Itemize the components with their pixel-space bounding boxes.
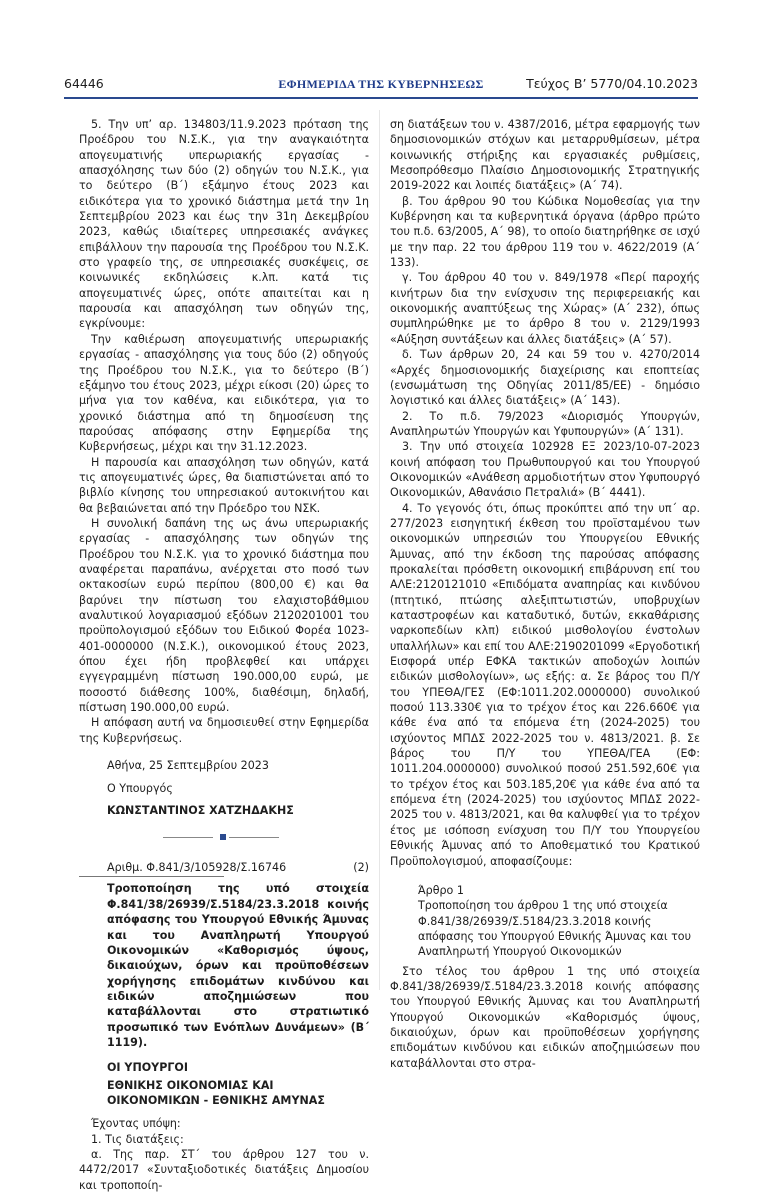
signer-name: ΚΩΝΣΤΑΝΤΙΝΟΣ ΧΑΤΖΗΔΑΚΗΣ [107, 803, 294, 817]
reference-underline [79, 876, 224, 877]
ministries-heading: ΕΘΝΙΚΗΣ ΟΙΚΟΝΟΜΙΑΣ ΚΑΙ ΟΙΚΟΝΟΜΙΚΩΝ - ΕΘΝΙΚΗΣ ΑΜΥΝΑΣ [107, 1078, 325, 1107]
reference-number: Αριθμ. Φ.841/3/105928/Σ.16746 [107, 861, 287, 875]
divider-square-icon [220, 834, 226, 840]
paragraph: β. Του άρθρου 90 του Κώδικα Νομοθεσίας για την Κυβέρνηση και τα κυβερνητικά όργανα (άρθρο πρώτο του π.δ. 63/2005, Α΄ 98), το οποίο διατηρήθηκε σε ισχύ με την παρ. 22 του άρθρου 119 του ν. 4622/2019 (Α΄ 133). [390, 194, 700, 270]
header-rule [64, 97, 698, 99]
paragraph: δ. Των άρθρων 20, 24 και 59 του ν. 4270/2014 «Αρχές δημοσιονομικής διαχείρισης και εποπτείας (ενσωμάτωση της Οδηγίας 2011/85/ΕΕ) - δημόσιο λογιστικό και άλλες διατάξεις» (Α΄ 143). [390, 348, 700, 408]
paragraph: 3. Την υπό στοιχεία 102928 ΕΞ 2023/10-07-2023 κοινή απόφαση του Πρωθυπουργού και του Υπουργού Οικονομικών «Ανάθεση αρμοδιοτήτων στον Υφυπουργό Οικονομικών, Αθανάσιο Πετραλιά» (Β΄ 4441). [390, 440, 700, 500]
column-divider [379, 110, 380, 990]
paragraph: γ. Του άρθρου 40 του ν. 849/1978 «Περί παροχής κινήτρων δια την ενίσχυσιν της περιφερειακής και οικονομικής αναπτύξεως της Χώρας» (Α΄ 232), όπως συμπληρώθηκε με το άρθρο 8 του ν. 2129/1993 «Αύξηση συντάξεων και άλλες διατάξεις» (Α΄ 57). [390, 271, 700, 346]
paragraph: 2. Το π.δ. 79/2023 «Διορισμός Υπουργών, Αναπληρωτών Υπουργών και Υφυπουργών» (Α΄ 131). [390, 409, 700, 438]
gazette-title: ΕΦΗΜΕΡΙΔΑ ΤΗΣ ΚΥΒΕΡΝΗΣΕΩΣ [278, 77, 484, 91]
decision-title: Τροποποίηση της υπό στοιχεία Φ.841/38/26939/Σ.5184/23.3.2018 κοινής απόφασης του Υπουργού Εθνικής Άμυνας και του Αναπληρωτή Υπουργού Οικονομικών «Καθορισμός ύψους, δικαιούχων, όρων και προϋποθέσεων χορήγησης επιδομάτων κινδύνου και ειδικών αποζημιώσεων που καταβάλλονται στο στρατιωτικό προσωπικό των Ενόπλων Δυνάμεων» (Β΄ 1119). [107, 882, 369, 1049]
having-regard: Έχοντας υπόψη: [91, 1117, 181, 1131]
list-item: α. Της παρ. ΣΤ΄ του άρθρου 127 του ν. 4472/2017 «Συνταξιοδοτικές διατάξεις Δημοσίου και τροποποίη- [79, 1147, 369, 1192]
ministers-heading: ΟΙ ΥΠΟΥΡΓΟΙ [107, 1061, 188, 1075]
paragraph: ση διατάξεων του ν. 4387/2016, μέτρα εφαρμογής των δημοσιονομικών στόχων και μεταρρυθμίσεων, μέτρα κοινωνικής στήριξης και εργασιακές ρυθμίσεις, Μεσοπρόθεσμο Πλαίσιο Δημοσιονομικής Στρατηγικής 2019-2022 και λοιπές διατάξεις» (Α΄ 74). [390, 118, 700, 193]
article-title: Τροποποίηση του άρθρου 1 της υπό στοιχεία Φ.841/38/26939/Σ.5184/23.3.2018 κοινής απόφασης του Υπουργού Εθνικής Άμυνας και του Αναπληρωτή Υπουργού Οικονομικών [418, 899, 691, 959]
paragraph: 5. Την υπ’ αρ. 134803/11.9.2023 πρόταση της Προέδρου του Ν.Σ.Κ., για την αναγκαιότητα απογευματινής υπερωριακής εργασίας - απασχόλησης των δύο (2) οδηγών του Ν.Σ.Κ., για το δεύτερο (Β΄) εξάμηνο έτους 2023 και ειδικότερα για το χρονικό διάστημα μετά την 1η Σεπτεμβρίου 2023 και έως την 31η Δεκεμβρίου 2023, καθώς ιδιαίτερες υπηρεσιακές ανάγκες επιβάλλουν την παρουσία της Προέδρου του Ν.Σ.Κ. στο γραφείο της, σε υπηρεσιακές συσκέψεις, σε κοινωνικές εκδηλώσεις κ.λπ. κατά τις απογευματινές ώρες, οπότε απαιτείται και η παρουσία και απασχόληση των οδηγών της, εγκρίνουμε: [79, 118, 369, 331]
right-column [390, 117, 700, 1071]
divider-line [163, 837, 213, 838]
page-header [64, 74, 698, 96]
article-label: Άρθρο 1 [418, 883, 464, 897]
list-item: 1. Τις διατάξεις: [91, 1132, 184, 1146]
page-number: 64446 [64, 76, 104, 91]
left-column [79, 117, 369, 1193]
paragraph: Η απόφαση αυτή να δημοσιευθεί στην Εφημερίδα της Κυβερνήσεως. [79, 716, 369, 745]
article-heading [390, 883, 700, 960]
paragraph: Η συνολική δαπάνη της ως άνω υπερωριακής εργασίας - απασχόλησης των οδηγών της Προέδρου του Ν.Σ.Κ. για το χρονικό διάστημα που αναφέρεται παραπάνω, ανέρχεται στο ποσό των οκτακοσίων ευρώ περίπου (800,00 €) και θα βαρύνει την πίστωση του ελαχιστοβάθμιου αναλυτικού λογαριασμού εξόδων 2120201001 του προϋπολογισμού εξόδων του Ειδικού Φορέα 1023-401-0000000 (Ν.Σ.Κ.), οικονομικού έτους 2023, όπου έχει ήδη προβλεφθεί και υπάρχει εγγεγραμμένη πίστωση 190.000,00 ευρώ, με ποσοστό διάθεσης 100%, διαθέσιμη, δηλαδή, πίστωση 190.000,00 ευρώ. [79, 516, 369, 715]
place-date: Αθήνα, 25 Σεπτεμβρίου 2023 [107, 759, 269, 773]
issue-reference: Τεύχος Β’ 5770/04.10.2023 [526, 76, 698, 91]
signer-title: Ο Υπουργός [107, 782, 173, 796]
divider-line [229, 837, 279, 838]
paragraph: 4. Το γεγονός ότι, όπως προκύπτει από την υπ΄ αρ. 277/2023 εισηγητική έκθεση του προϊσταμένου των οικονομικών υπηρεσιών του Υπουργείου Εθνικής Άμυνας, από την έκδοση της παρούσας απόφασης προκαλείται πρόσθετη οικονομική επιβάρυνση επί του ΑΛΕ:2120121010 «Επιδόματα αναπηρίας και κινδύνου (πτητικό, πτώσης αλεξιπτωτιστών, υποβρυχίων καταστροφέων και καταδυτικό, δυτών, εκκαθάρισης ναρκοπεδίων κλπ) ειδικού μισθολογίου ένστολων υπαλλήλων» και επί του ΑΛΕ:2190201099 «Εργοδοτική Εισφορά υπέρ ΕΦΚΑ τακτικών αποδοχών λοιπών ειδικών μισθολογίων», ως εξής: α. Σε βάρος του Π/Υ του ΥΠΕΘΑ/ΓΕΣ (ΕΦ:1011.202.0000000) συνολικού ποσού 113.330€ για το τρέχον έτος και 226.660€ για κάθε ένα από τα επόμενα έτη (2024-2025) του ισχύοντος ΜΠΔΣ 2022-2025 του ν. 4813/2021. β. Σε βάρος του Π/Υ του ΥΠΕΘΑ/ΓΕΑ (ΕΦ: 1011.204.0000000) συνολικού ποσού 251.592,60€ για το τρέχον έτος και 503.185,20€ για κάθε ένα από τα επόμενα έτη (2024-2025) του ισχύοντος ΜΠΔΣ 2022-2025 του ν. 4813/2021, και θα καλυφθεί για το τρέχον έτος με ισόποση ενίσχυση του Π/Υ του Υπουργείου Εθνικής Άμυνας από το Αποθεματικό του Κρατικού Προϋπολογισμού, αποφασίζουμε: [390, 501, 700, 868]
decision-reference [79, 860, 369, 875]
reference-index: (2) [353, 861, 369, 875]
section-divider [79, 828, 369, 848]
paragraph: Την καθιέρωση απογευματινής υπερωριακής εργασίας - απασχόλησης για τους δύο (2) οδηγούς της Προέδρου του Ν.Σ.Κ., για το δεύτερο (Β΄) εξάμηνο του έτους 2023, μέχρι είκοσι (20) ώρες το μήνα για τον καθένα, και ειδικότερα, για το χρονικό διάστημα από τη δημοσίευση της παρούσας απόφασης στην Εφημερίδα της Κυβερνήσεως, μέχρι και την 31.12.2023. [79, 332, 369, 454]
paragraph: Στο τέλος του άρθρου 1 της υπό στοιχεία Φ.841/38/26939/Σ.5184/23.3.2018 κοινής απόφασης του Υπουργού Εθνικής Άμυνας και του Αναπληρωτή Υπουργού Οικονομικών «Καθορισμός ύψους, δικαιούχων, όρων και προϋποθέσεων χορήγησης επιδομάτων κινδύνου και ειδικών αποζημιώσεων που καταβάλλονται στο στρα- [390, 964, 700, 1070]
paragraph: Η παρουσία και απασχόληση των οδηγών, κατά τις απογευματινές ώρες, θα διαπιστώνεται από το βιβλίο κίνησης του υπηρεσιακού αυτοκινήτου και θα βεβαιώνεται από την Πρόεδρο του ΝΣΚ. [79, 455, 369, 515]
